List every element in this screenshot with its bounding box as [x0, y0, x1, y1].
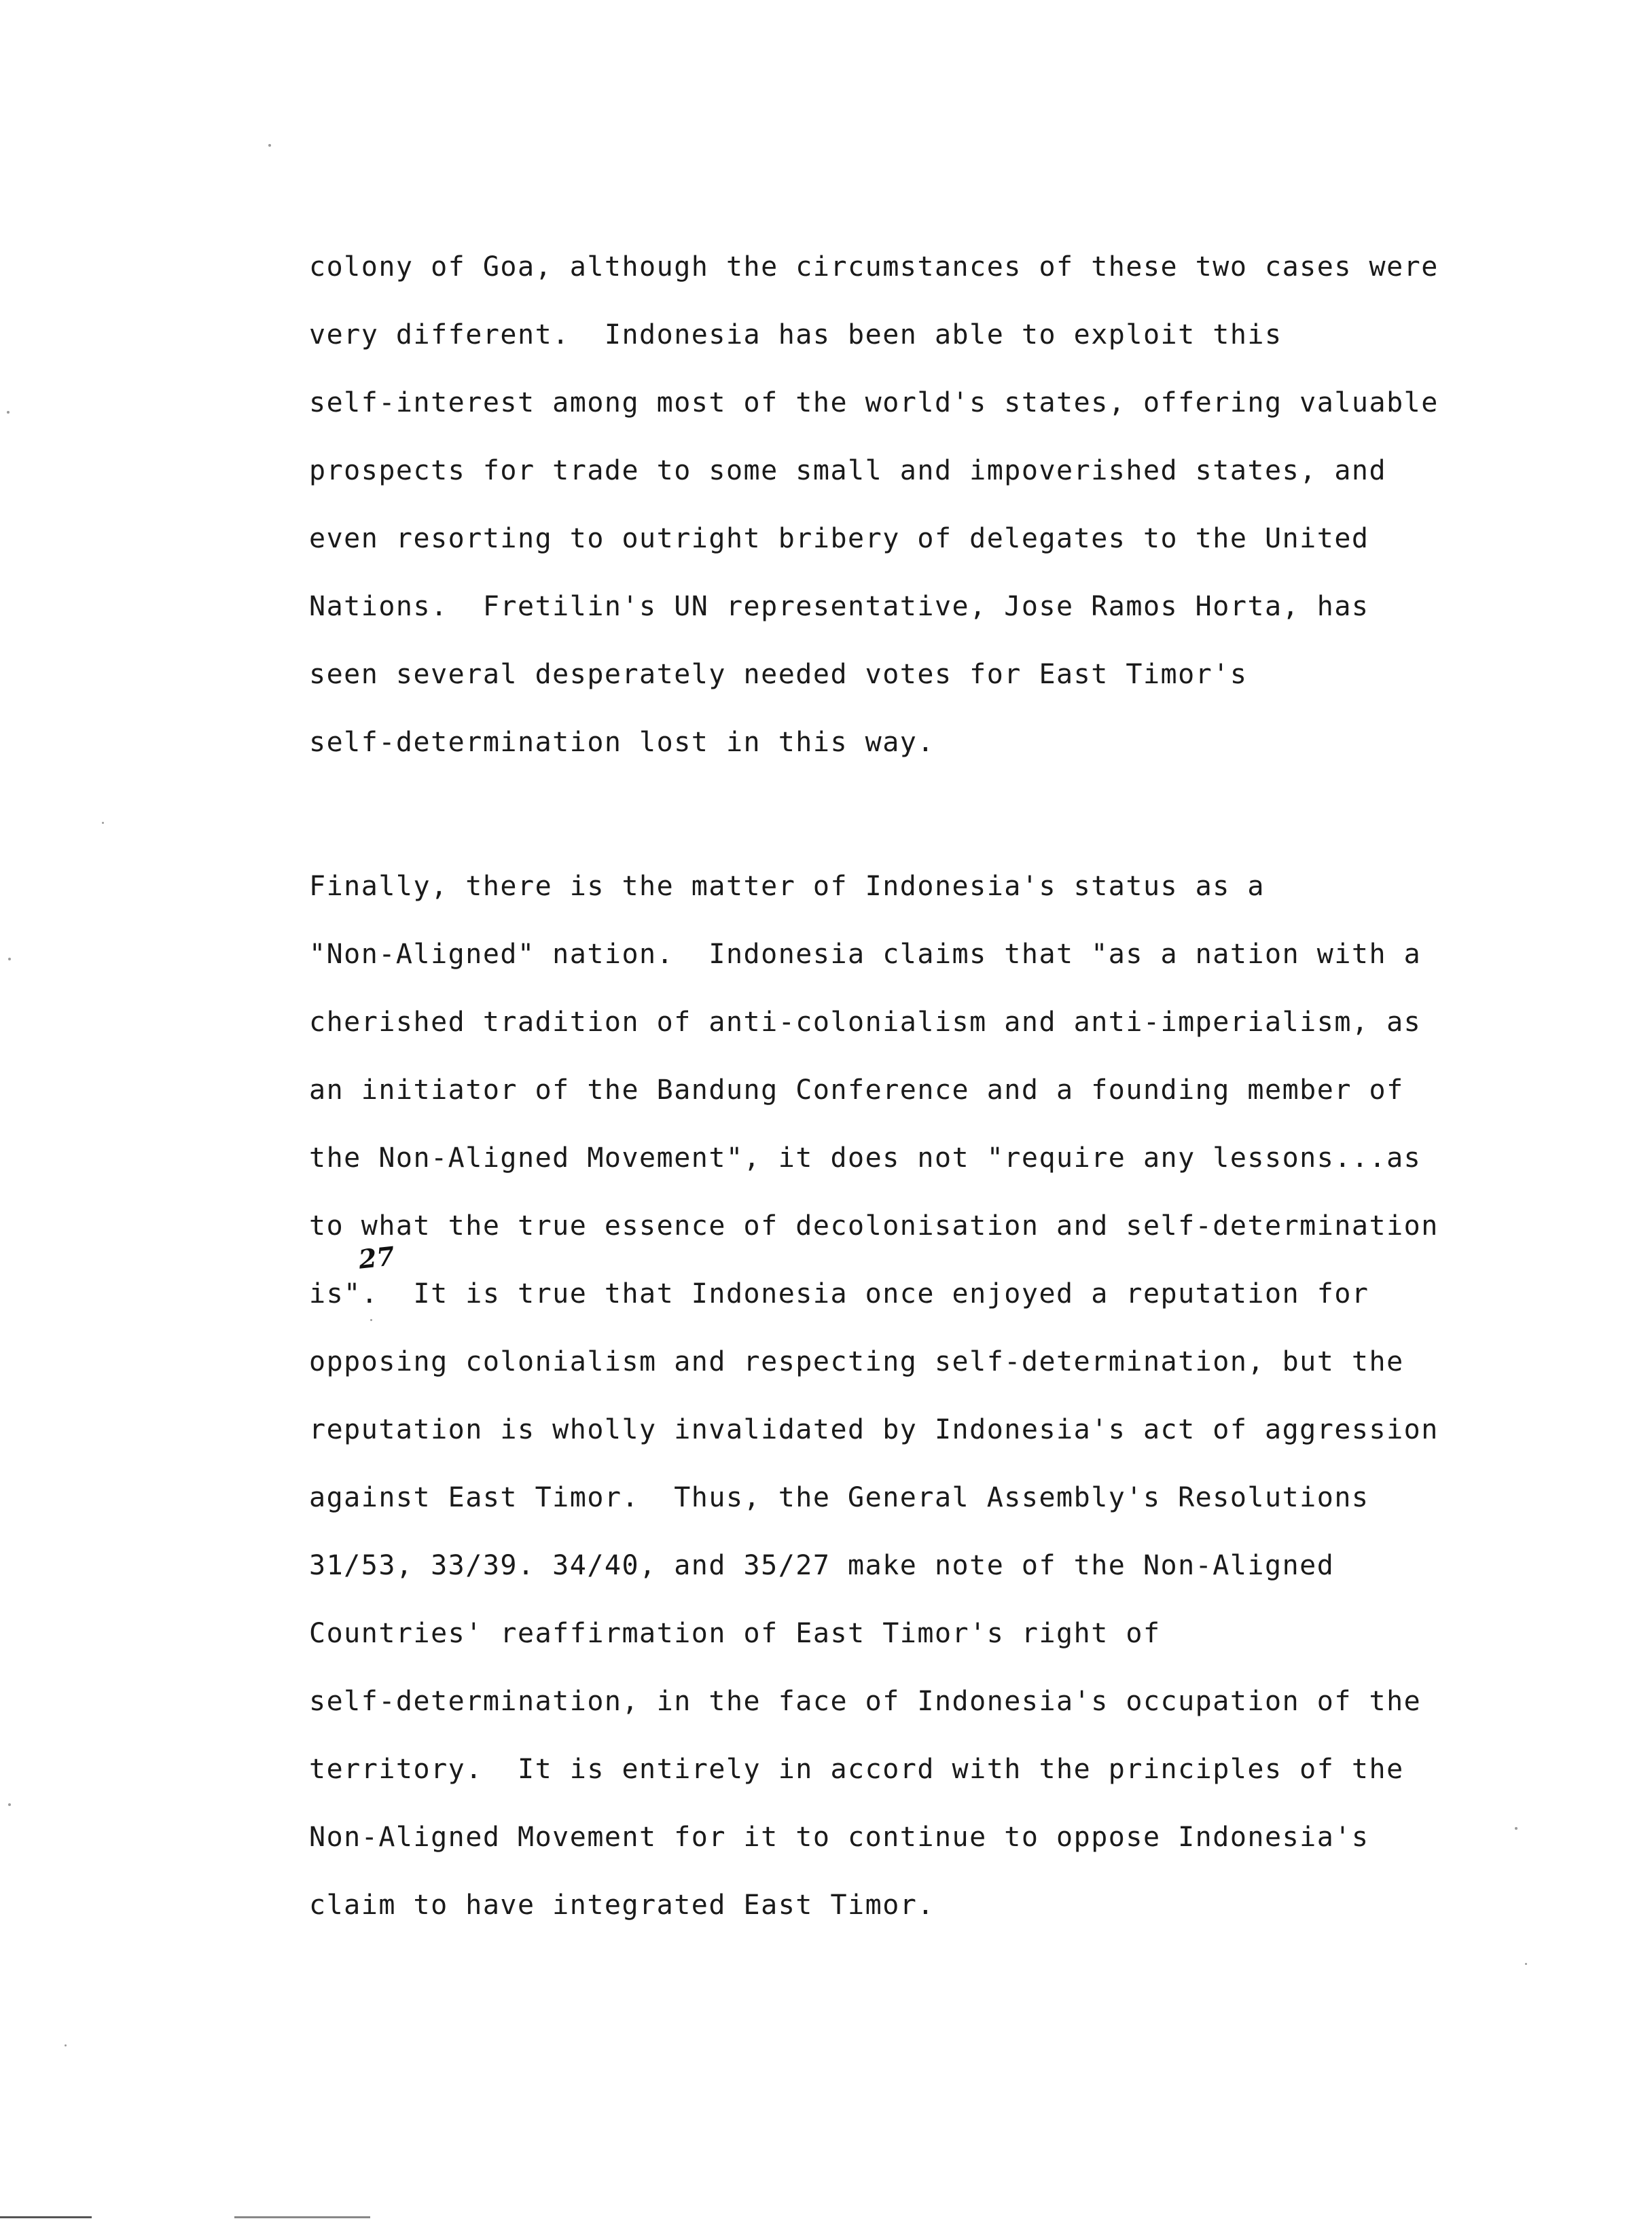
- text-line: the Non-Aligned Movement", it does not "require any lessons...as: [309, 1142, 1422, 1174]
- text-line: very different. Indonesia has been able to exploit this: [309, 319, 1282, 350]
- scan-speck: [1525, 1963, 1527, 1965]
- paragraph-2: [309, 852, 1464, 1939]
- scan-edge-line: [0, 2216, 92, 2218]
- text-line: territory. It is entirely in accord with the principles of the: [309, 1754, 1404, 1785]
- text-line: self-determination, in the face of Indonesia's occupation of the: [309, 1686, 1422, 1717]
- scan-speck: [8, 958, 11, 960]
- text-line: against East Timor. Thus, the General Assembly's Resolutions: [309, 1482, 1369, 1513]
- text-line: reputation is wholly invalidated by Indonesia's act of aggression: [309, 1414, 1439, 1445]
- text-line: cherished tradition of anti-colonialism and anti-imperialism, as: [309, 1007, 1422, 1038]
- text-line: to what the true essence of decolonisation and self-determination: [309, 1210, 1439, 1242]
- text-line: 31/53, 33/39. 34/40, and 35/27 make note of the Non-Aligned: [309, 1550, 1335, 1581]
- text-line: opposing colonialism and respecting self-determination, but the: [309, 1346, 1404, 1377]
- text-line: Finally, there is the matter of Indonesia's status as a: [309, 871, 1265, 902]
- scan-speck: [268, 144, 271, 147]
- scan-edge-line: [234, 2216, 370, 2218]
- text-line: self-determination lost in this way.: [309, 727, 935, 758]
- scan-speck: [8, 1803, 11, 1806]
- text-line: Countries' reaffirmation of East Timor's right of: [309, 1618, 1161, 1649]
- scan-speck: [7, 411, 10, 414]
- footnote-marker: 27: [357, 1240, 397, 1275]
- text-line: prospects for trade to some small and impoverished states, and: [309, 455, 1387, 486]
- text-line: colony of Goa, although the circumstances of these two cases were: [309, 251, 1439, 283]
- scan-speck: [65, 2044, 67, 2046]
- text-line: is". It is true that Indonesia once enjoyed a reputation for: [309, 1278, 1369, 1310]
- text-line: self-interest among most of the world's states, offering valuable: [309, 387, 1439, 418]
- text-line: claim to have integrated East Timor.: [309, 1890, 935, 1921]
- text-line: even resorting to outright bribery of delegates to the United: [309, 523, 1369, 554]
- scan-speck: [1515, 1827, 1518, 1830]
- text-line: Nations. Fretilin's UN representative, Jose Ramos Horta, has: [309, 591, 1369, 622]
- scan-speck: [102, 822, 104, 824]
- text-line: an initiator of the Bandung Conference and a founding member of: [309, 1075, 1404, 1106]
- scan-speck: [370, 1319, 372, 1321]
- text-line: seen several desperately needed votes for East Timor's: [309, 659, 1248, 690]
- text-line: "Non-Aligned" nation. Indonesia claims that "as a nation with a: [309, 939, 1422, 970]
- text-line: Non-Aligned Movement for it to continue to oppose Indonesia's: [309, 1822, 1369, 1853]
- paragraph-1: [309, 233, 1464, 776]
